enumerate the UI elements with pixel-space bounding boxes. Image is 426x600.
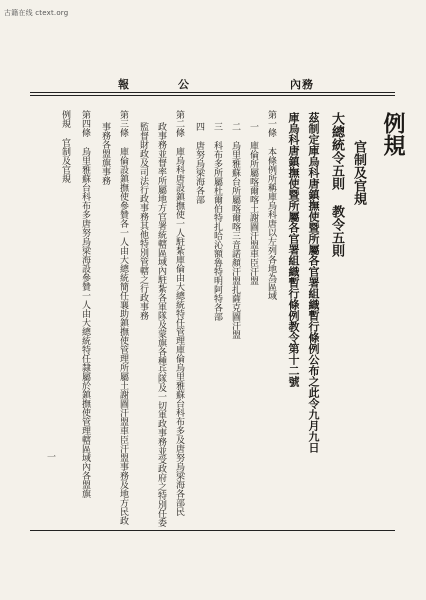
running-head-left: 報 <box>118 78 130 91</box>
column-2: 庫烏科唐鎮撫使暨所屬各官署組織暫行條例教令第十二號 <box>287 112 300 387</box>
column-12: 事務各盟旗事務 <box>100 122 110 185</box>
column-1: 茲制定庫烏科唐鎮撫使暨所屬各官署組織暫行條例公布之此令九月九日 <box>307 112 320 453</box>
section-title: 例規 <box>380 112 406 156</box>
column-4: 一 庫倫所屬喀爾喀土謝圖汗盟車臣汗盟 <box>248 122 258 285</box>
footer-label: 例規 官制及官規 <box>60 110 70 183</box>
header-rule-inner <box>30 95 395 96</box>
column-7: 四 唐努烏梁海各部 <box>194 122 204 204</box>
column-13: 第四條 烏里雅蘇台科布多唐努烏梁海設參贊一人由大總統特任隸屬於鎮撫使管理轄區域內各盟旗 <box>80 110 90 498</box>
footer-rule <box>30 530 395 531</box>
column-8: 第二條 庫烏科唐設鎮撫使一人駐紮庫倫由大總統特任管理庫倫烏里雅蘇台科布多及唐努烏梁海各部民 <box>174 110 184 516</box>
order-heading: 大總統令五則 教令五則 <box>329 112 344 257</box>
header-rule <box>30 92 395 93</box>
section-subtitle: 官制及官規 <box>351 140 366 205</box>
column-9: 政事務並督率所屬地方官署統轄區域內駐紮各軍隊及蒙旗各種兵隊及一切軍政事務並受政府之特別任委 <box>156 122 166 527</box>
column-5: 二 烏里雅蘇台所屬喀爾喀三音諾顏汗盟扎薩克圖汗盟 <box>230 122 240 339</box>
column-11: 第三條 庫倫設鎮撫使參贊各一人由大總統簡任襄助鎮撫使管理所屬土謝圖汗盟車臣汗盟事務及地方民政 <box>118 110 128 525</box>
running-head-middle: 公 <box>178 78 190 91</box>
watermark: 古籍在线 ctext.org <box>4 9 69 17</box>
column-3: 第一條 本條例所稱庫烏科唐以左列各地為區域 <box>266 110 276 300</box>
column-6: 三 科布多所屬杜爾伯特扎哈沁額魯特明阿特各部 <box>212 122 222 321</box>
column-10: 監督財政及司法行政事務其他特別管轄之行政事務 <box>138 122 148 320</box>
running-head-right: 內務 <box>290 78 314 91</box>
page-number: 一 <box>45 452 55 461</box>
